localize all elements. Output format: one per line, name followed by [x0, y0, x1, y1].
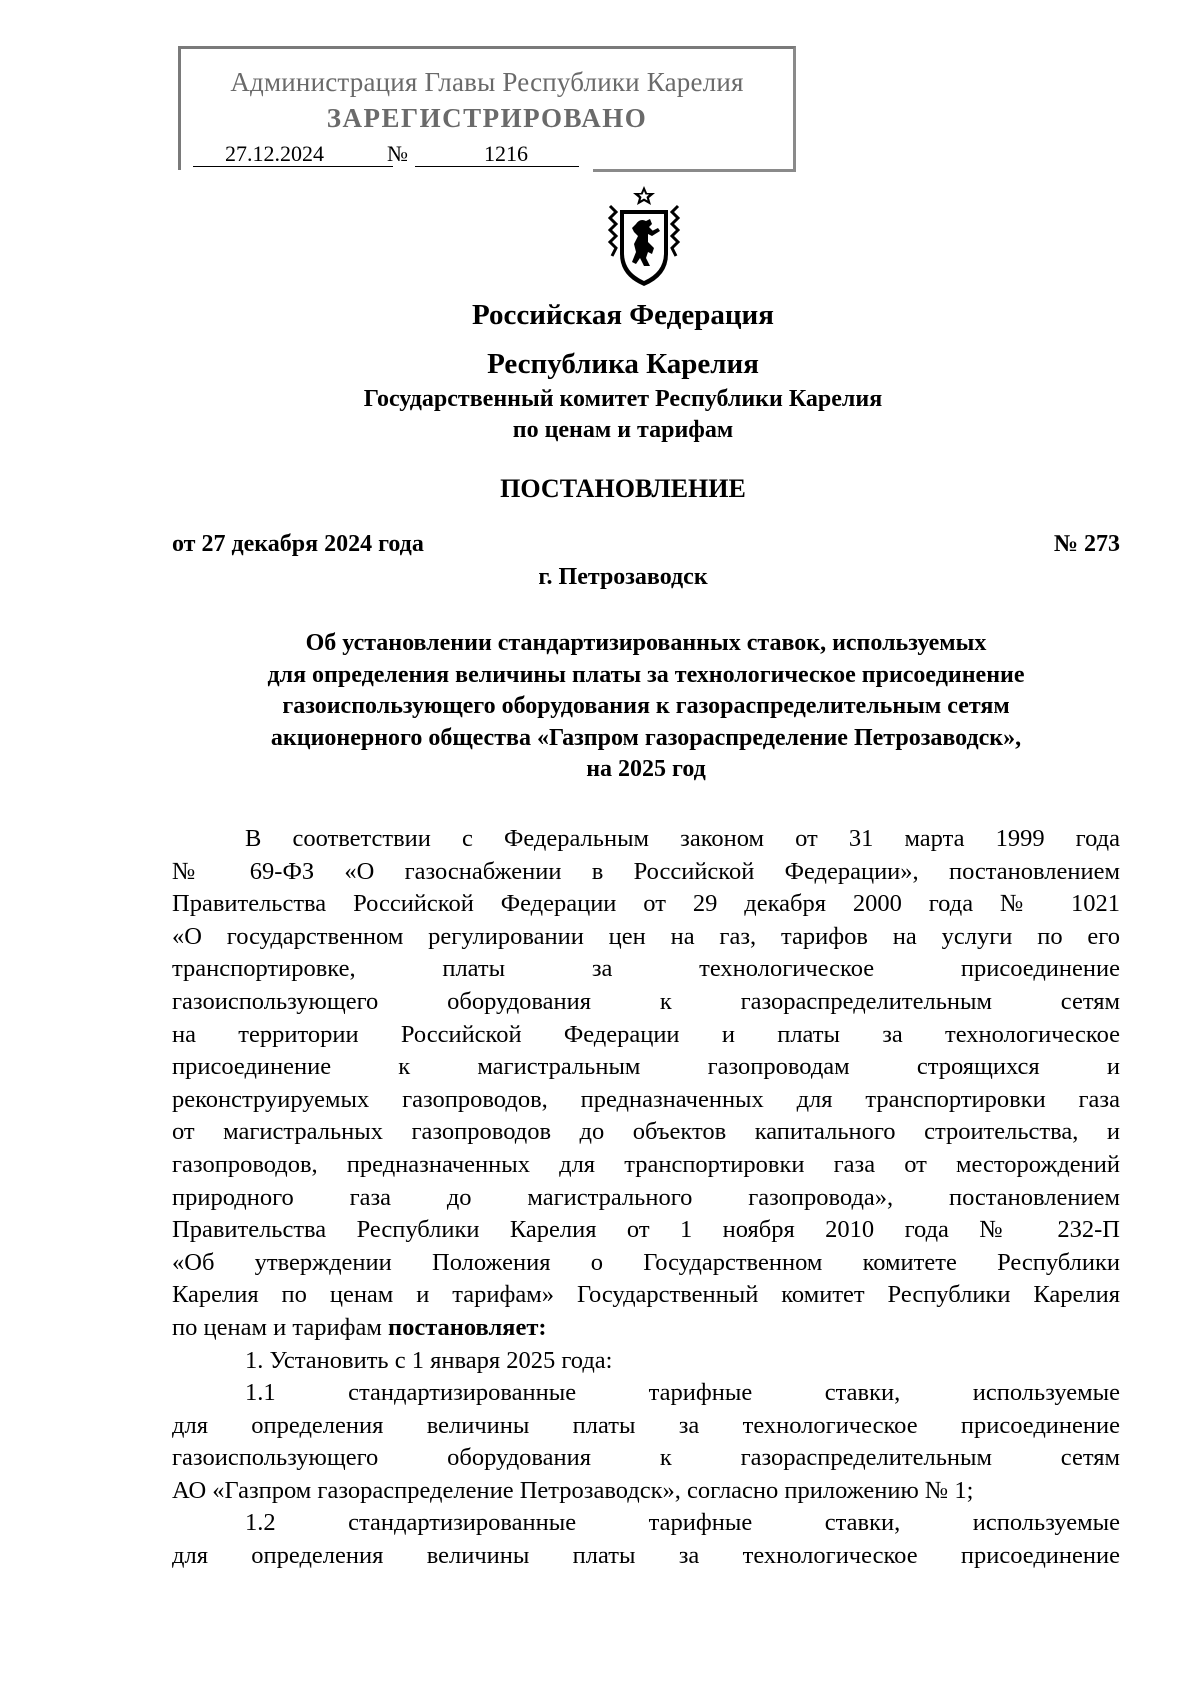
preamble-line: Карелия по ценам и тарифам» Государственный комитет Республики Карелия: [172, 1281, 1120, 1309]
preamble-line: Правительства Республики Карелия от 1 ноября 2010 года № 232-П: [172, 1216, 1120, 1244]
subject-line: Об установлении стандартизированных ставок, используемых: [305, 630, 987, 656]
item-1-1-line: газоиспользующего оборудования к газораспределительным сетям: [172, 1444, 1120, 1472]
item-1-2-line: 1.2 стандартизированные тарифные ставки, используемые: [245, 1509, 1120, 1537]
item-1-2-line: для определения величины платы за технологическое присоединение: [172, 1542, 1120, 1570]
preamble-line: присоединение к магистральным газопроводам строящихся и: [172, 1053, 1120, 1081]
document-body: [172, 823, 1120, 1573]
preamble-line: газоиспользующего оборудования к газораспределительным сетям: [172, 987, 1120, 1015]
resolves-word: постановляет:: [387, 1313, 547, 1341]
item-1-1-last-line: АО «Газпром газораспределение Петрозаводск», согласно приложению № 1;: [172, 1476, 974, 1504]
preamble-line: Правительства Российской Федерации от 29 декабря 2000 года № 1021: [172, 890, 1120, 918]
item-1-1-line: 1.1 стандартизированные тарифные ставки, используемые: [245, 1379, 1120, 1407]
coat-of-arms-icon: [602, 184, 686, 290]
header-federation: Российская Федерация: [472, 299, 774, 331]
stamp-authority: Администрация Главы Республики Карелия: [230, 67, 744, 97]
item-1: 1. Установить с 1 января 2025 года:: [245, 1346, 613, 1374]
subject-line: акционерного общества «Газпром газораспределение Петрозаводск»,: [270, 724, 1022, 751]
preamble-line: В соответствии с Федеральным законом от 31 марта 1999 года: [245, 825, 1120, 852]
preamble-last-line: [172, 1312, 1120, 1345]
stamp-registration-line: [181, 141, 601, 171]
date-number-row: [172, 531, 1120, 558]
preamble-line: «Об утверждении Положения о Государственном комитете Республики: [172, 1248, 1120, 1276]
preamble-line: транспортировке, платы за технологическое присоединение: [172, 955, 1120, 983]
preamble-line: от магистральных газопроводов до объектов капитального строительства, и: [172, 1118, 1120, 1146]
preamble-last-text: по ценам и тарифам: [172, 1313, 388, 1341]
stamp-reg-number: 1216: [484, 141, 528, 166]
header-committee-line1: Государственный комитет Республики Карелия: [363, 386, 883, 412]
preamble-line: «О государственном регулировании цен на газ, тарифов на услуги по его: [172, 922, 1120, 950]
document-number: № 273: [1053, 531, 1120, 557]
document-city: г. Петрозаводск: [538, 564, 708, 590]
header-committee-line2: по ценам и тарифам: [512, 417, 734, 443]
stamp-bottom-border: [593, 169, 796, 172]
subject-line: газоиспользующего оборудования к газораспределительным сетям: [282, 693, 1010, 719]
document-subject: [172, 628, 1120, 786]
registration-stamp: [178, 46, 796, 170]
item-1-1-line: для определения величины платы за технологическое присоединение: [172, 1411, 1120, 1439]
preamble-line: природного газа до магистрального газопровода», постановлением: [172, 1183, 1120, 1211]
document-type: ПОСТАНОВЛЕНИЕ: [500, 474, 746, 503]
header-republic: Республика Карелия: [487, 348, 759, 380]
subject-line: для определения величины платы за технологическое присоединение: [267, 661, 1025, 688]
stamp-reg-date: 27.12.2024: [225, 141, 324, 166]
preamble-line: газопроводов, предназначенных для транспортировки газа от месторождений: [172, 1150, 1120, 1178]
stamp-date-underline: [193, 166, 393, 167]
preamble-line: реконструируемых газопроводов, предназначенных для транспортировки газа: [172, 1085, 1120, 1113]
stamp-number-sign: №: [387, 141, 408, 166]
preamble-line: на территории Российской Федерации и платы за технологическое: [172, 1020, 1120, 1048]
subject-line: на 2025 год: [586, 756, 706, 782]
document-date: от 27 декабря 2024 года: [172, 531, 424, 557]
preamble-line: № 69-ФЗ «О газоснабжении в Российской Федерации», постановлением: [172, 857, 1120, 885]
stamp-status: ЗАРЕГИСТРИРОВАНО: [326, 103, 648, 133]
